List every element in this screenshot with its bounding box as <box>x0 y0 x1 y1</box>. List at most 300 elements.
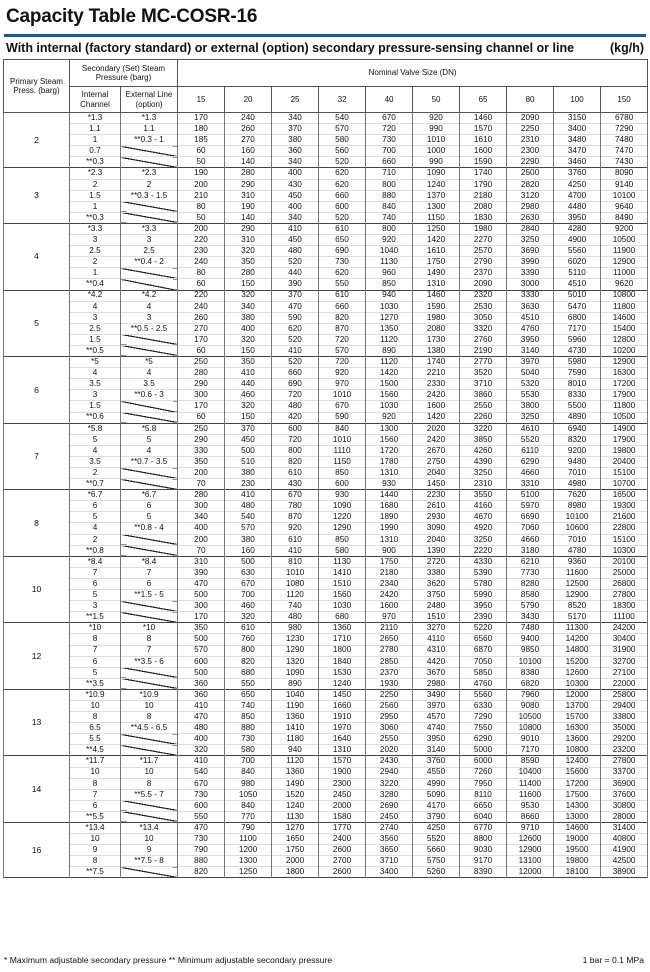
capacity-value-cell: 560 <box>319 146 366 157</box>
capacity-value-cell: 220 <box>178 290 225 301</box>
internal-channel-cell: **4.5 <box>70 745 121 756</box>
external-line-cell: **0.3 - 1 <box>121 135 178 146</box>
capacity-value-cell: 10200 <box>601 345 648 356</box>
capacity-value-cell: 930 <box>366 479 413 490</box>
capacity-value-cell: 790 <box>178 845 225 856</box>
capacity-value-cell: 5390 <box>460 567 507 578</box>
capacity-value-cell: 1750 <box>272 845 319 856</box>
internal-channel-cell: 9 <box>70 845 121 856</box>
external-line-cell: **0.8 - 4 <box>121 523 178 534</box>
table-row <box>4 124 648 135</box>
footnote: * Maximum adjustable secondary pressure ** Minimum adjustable secondary pressure <box>4 955 333 965</box>
capacity-value-cell: 200 <box>178 468 225 479</box>
capacity-value-cell: 1010 <box>413 135 460 146</box>
capacity-value-cell: 28000 <box>601 811 648 822</box>
capacity-value-cell: 11800 <box>601 401 648 412</box>
capacity-value-cell: 6820 <box>507 678 554 689</box>
capacity-value-cell: 27100 <box>601 667 648 678</box>
capacity-value-cell: 840 <box>319 423 366 434</box>
capacity-value-cell: 990 <box>413 124 460 135</box>
capacity-value-cell: 9030 <box>460 845 507 856</box>
capacity-value-cell: 670 <box>178 778 225 789</box>
capacity-value-cell: 4250 <box>554 179 601 190</box>
internal-channel-cell: 0.7 <box>70 146 121 157</box>
internal-channel-cell: **0.3 <box>70 157 121 168</box>
internal-channel-cell: 3.5 <box>70 456 121 467</box>
capacity-value-cell: 18300 <box>601 601 648 612</box>
table-row <box>4 235 648 246</box>
capacity-value-cell: 280 <box>225 168 272 179</box>
internal-channel-cell: *1.3 <box>70 113 121 124</box>
capacity-value-cell: 50 <box>178 212 225 223</box>
internal-channel-cell: **1.5 <box>70 612 121 623</box>
external-line-cell: 9 <box>121 845 178 856</box>
capacity-value-cell: 240 <box>178 257 225 268</box>
capacity-value-cell: 2420 <box>413 434 460 445</box>
capacity-value-cell: 980 <box>225 778 272 789</box>
table-row <box>4 201 648 212</box>
capacity-value-cell: 610 <box>319 290 366 301</box>
capacity-value-cell: 2040 <box>413 468 460 479</box>
not-applicable-cell <box>121 212 178 223</box>
internal-channel-cell: 5 <box>70 512 121 523</box>
not-applicable-cell <box>121 279 178 290</box>
capacity-value-cell: 3330 <box>507 290 554 301</box>
capacity-value-cell: 520 <box>272 257 319 268</box>
capacity-value-cell: 200 <box>178 223 225 234</box>
capacity-value-cell: 3390 <box>507 268 554 279</box>
capacity-value-cell: 410 <box>225 368 272 379</box>
capacity-value-cell: 10500 <box>601 235 648 246</box>
capacity-value-cell: 1350 <box>366 323 413 334</box>
capacity-value-cell: 31900 <box>601 645 648 656</box>
capacity-value-cell: 1600 <box>366 601 413 612</box>
capacity-value-cell: 5560 <box>460 689 507 700</box>
capacity-value-cell: 1120 <box>366 357 413 368</box>
capacity-value-cell: 410 <box>178 700 225 711</box>
capacity-value-cell: 2040 <box>413 534 460 545</box>
capacity-value-cell: 850 <box>319 468 366 479</box>
table-row <box>4 634 648 645</box>
capacity-value-cell: 17900 <box>601 390 648 401</box>
capacity-value-cell: 12400 <box>554 756 601 767</box>
page-title: Capacity Table MC-COSR-16 <box>6 6 258 27</box>
internal-channel-cell: **0.8 <box>70 545 121 556</box>
capacity-value-cell: 29200 <box>601 734 648 745</box>
capacity-value-cell: 2270 <box>460 235 507 246</box>
capacity-value-cell: 3400 <box>554 124 601 135</box>
capacity-value-cell: 13000 <box>554 811 601 822</box>
table-row <box>4 667 648 678</box>
table-row <box>4 479 648 490</box>
capacity-value-cell: 1790 <box>460 179 507 190</box>
capacity-value-cell: 680 <box>319 612 366 623</box>
primary-pressure-cell: 12 <box>4 623 70 690</box>
external-line-cell: 4 <box>121 368 178 379</box>
page-subtitle: With internal (factory standard) or external (option) secondary pressure-sensing channel or line <box>6 41 575 55</box>
capacity-value-cell: 720 <box>319 334 366 345</box>
capacity-value-cell: 1110 <box>319 445 366 456</box>
table-row <box>4 423 648 434</box>
capacity-value-cell: 36900 <box>601 778 648 789</box>
external-line-cell: 6 <box>121 501 178 512</box>
capacity-value-cell: 310 <box>178 556 225 567</box>
internal-channel-cell: 10 <box>70 767 121 778</box>
capacity-value-cell: 1240 <box>272 800 319 811</box>
capacity-value-cell: 9010 <box>507 734 554 745</box>
not-applicable-cell <box>121 479 178 490</box>
capacity-value-cell: 30400 <box>601 634 648 645</box>
table-row <box>4 223 648 234</box>
capacity-value-cell: 1520 <box>272 789 319 800</box>
internal-channel-cell: 3 <box>70 312 121 323</box>
external-line-cell: 4 <box>121 301 178 312</box>
internal-channel-cell: 10 <box>70 700 121 711</box>
capacity-value-cell: 19000 <box>554 834 601 845</box>
capacity-value-cell: 70 <box>178 479 225 490</box>
capacity-value-cell: 1090 <box>413 168 460 179</box>
table-row <box>4 867 648 878</box>
capacity-value-cell: 1900 <box>319 767 366 778</box>
capacity-value-cell: 940 <box>272 745 319 756</box>
capacity-value-cell: 15100 <box>601 468 648 479</box>
capacity-value-cell: 800 <box>366 223 413 234</box>
capacity-value-cell: 185 <box>178 135 225 146</box>
capacity-value-cell: 9170 <box>460 856 507 867</box>
capacity-value-cell: 1240 <box>319 678 366 689</box>
capacity-value-cell: 3150 <box>554 113 601 124</box>
capacity-value-cell: 1980 <box>460 223 507 234</box>
external-line-cell: 5 <box>121 512 178 523</box>
header-nominal-size: Nominal Valve Size (DN) <box>178 60 648 87</box>
capacity-value-cell: 2180 <box>366 567 413 578</box>
capacity-value-cell: 2260 <box>460 412 507 423</box>
capacity-value-cell: 320 <box>225 334 272 345</box>
capacity-value-cell: 4260 <box>460 445 507 456</box>
internal-channel-cell: *5.8 <box>70 423 121 434</box>
header-size-dn: 25 <box>272 87 319 113</box>
capacity-value-cell: 3950 <box>413 734 460 745</box>
not-applicable-cell <box>121 201 178 212</box>
table-row <box>4 556 648 567</box>
capacity-value-cell: 19300 <box>601 501 648 512</box>
capacity-value-cell: 260 <box>178 312 225 323</box>
capacity-value-cell: 780 <box>272 501 319 512</box>
capacity-value-cell: 350 <box>178 623 225 634</box>
capacity-value-cell: 670 <box>319 401 366 412</box>
capacity-value-cell: 2190 <box>460 345 507 356</box>
capacity-value-cell: 740 <box>366 212 413 223</box>
capacity-value-cell: 1610 <box>413 246 460 257</box>
capacity-value-cell: 33800 <box>601 712 648 723</box>
capacity-value-cell: 310 <box>225 190 272 201</box>
capacity-value-cell: 730 <box>225 734 272 745</box>
capacity-value-cell: 25800 <box>601 689 648 700</box>
capacity-value-cell: 14600 <box>554 823 601 834</box>
not-applicable-cell <box>121 667 178 678</box>
table-row <box>4 623 648 634</box>
capacity-value-cell: 480 <box>178 723 225 734</box>
capacity-value-cell: 1750 <box>413 257 460 268</box>
capacity-value-cell: 1830 <box>460 212 507 223</box>
table-row <box>4 268 648 279</box>
capacity-value-cell: 3620 <box>413 578 460 589</box>
internal-channel-cell: 2 <box>70 257 121 268</box>
capacity-value-cell: 12900 <box>601 257 648 268</box>
table-row <box>4 745 648 756</box>
capacity-value-cell: 290 <box>178 434 225 445</box>
internal-channel-cell: 5.5 <box>70 734 121 745</box>
capacity-value-cell: 13700 <box>554 700 601 711</box>
capacity-value-cell: 5960 <box>554 334 601 345</box>
capacity-value-cell: 13100 <box>507 856 554 867</box>
capacity-value-cell: 1300 <box>366 423 413 434</box>
unit-label: (kg/h) <box>609 41 644 55</box>
capacity-value-cell: 7550 <box>460 723 507 734</box>
capacity-value-cell: 5500 <box>554 401 601 412</box>
capacity-table-wrap <box>3 59 647 953</box>
internal-channel-cell: **0.6 <box>70 412 121 423</box>
internal-channel-cell: *6.7 <box>70 490 121 501</box>
capacity-value-cell: 1090 <box>319 501 366 512</box>
primary-pressure-cell: 14 <box>4 756 70 823</box>
capacity-value-cell: 15400 <box>601 323 648 334</box>
capacity-value-cell: 650 <box>319 235 366 246</box>
capacity-value-cell: 1600 <box>413 401 460 412</box>
internal-channel-cell: **5.5 <box>70 811 121 822</box>
capacity-value-cell: 50 <box>178 157 225 168</box>
internal-channel-cell: **0.5 <box>70 345 121 356</box>
capacity-value-cell: 17200 <box>554 778 601 789</box>
not-applicable-cell <box>121 811 178 822</box>
capacity-value-cell: 4900 <box>554 235 601 246</box>
capacity-value-cell: 8010 <box>554 379 601 390</box>
table-row <box>4 534 648 545</box>
external-line-cell: 10 <box>121 767 178 778</box>
capacity-value-cell: 1250 <box>225 867 272 878</box>
capacity-value-cell: 2690 <box>366 800 413 811</box>
capacity-value-cell: 460 <box>225 601 272 612</box>
capacity-value-cell: 1030 <box>319 601 366 612</box>
capacity-value-cell: 1420 <box>413 412 460 423</box>
external-line-cell: 10 <box>121 834 178 845</box>
not-applicable-cell <box>121 734 178 745</box>
external-line-cell: *4.2 <box>121 290 178 301</box>
capacity-value-cell: 790 <box>225 823 272 834</box>
capacity-value-cell: 3970 <box>413 700 460 711</box>
capacity-value-cell: 1290 <box>272 645 319 656</box>
capacity-value-cell: 7480 <box>601 135 648 146</box>
capacity-value-cell: 320 <box>225 246 272 257</box>
header-size-dn: 65 <box>460 87 507 113</box>
capacity-value-cell: 12900 <box>554 590 601 601</box>
internal-channel-cell: 8 <box>70 634 121 645</box>
capacity-value-cell: 2300 <box>319 778 366 789</box>
capacity-value-cell: 730 <box>366 135 413 146</box>
capacity-value-cell: 1490 <box>413 268 460 279</box>
capacity-value-cell: 1230 <box>272 634 319 645</box>
capacity-value-cell: 470 <box>272 301 319 312</box>
table-row <box>4 468 648 479</box>
primary-pressure-cell: 8 <box>4 490 70 557</box>
capacity-value-cell: 660 <box>272 368 319 379</box>
capacity-value-cell: 3320 <box>460 323 507 334</box>
capacity-value-cell: 350 <box>178 456 225 467</box>
table-row <box>4 401 648 412</box>
capacity-value-cell: 10100 <box>601 190 648 201</box>
capacity-value-cell: 6290 <box>507 456 554 467</box>
internal-channel-cell: 1.5 <box>70 401 121 412</box>
capacity-value-cell: 970 <box>319 379 366 390</box>
internal-channel-cell: 1 <box>70 201 121 212</box>
capacity-value-cell: 1660 <box>319 700 366 711</box>
not-applicable-cell <box>121 146 178 157</box>
capacity-value-cell: 12900 <box>601 357 648 368</box>
external-line-cell: **3.5 - 6 <box>121 656 178 667</box>
capacity-value-cell: 5990 <box>460 590 507 601</box>
capacity-value-cell: 3710 <box>366 856 413 867</box>
capacity-value-cell: 9080 <box>507 700 554 711</box>
capacity-value-cell: 600 <box>178 656 225 667</box>
capacity-value-cell: 18100 <box>554 867 601 878</box>
capacity-value-cell: 300 <box>178 501 225 512</box>
capacity-value-cell: 3950 <box>460 601 507 612</box>
capacity-value-cell: 620 <box>272 323 319 334</box>
capacity-value-cell: 350 <box>225 257 272 268</box>
capacity-value-cell: 970 <box>366 612 413 623</box>
capacity-value-cell: 4420 <box>413 656 460 667</box>
capacity-value-cell: 1030 <box>366 401 413 412</box>
internal-channel-cell: 7 <box>70 789 121 800</box>
capacity-value-cell: 1300 <box>413 201 460 212</box>
table-row <box>4 578 648 589</box>
header-size-dn: 50 <box>413 87 460 113</box>
capacity-value-cell: 480 <box>225 501 272 512</box>
internal-channel-cell: 3 <box>70 235 121 246</box>
capacity-value-cell: 1180 <box>272 734 319 745</box>
capacity-value-cell: 310 <box>225 235 272 246</box>
capacity-value-cell: 60 <box>178 345 225 356</box>
capacity-value-cell: 1250 <box>413 223 460 234</box>
capacity-value-cell: 7590 <box>554 368 601 379</box>
capacity-value-cell: 550 <box>319 279 366 290</box>
capacity-value-cell: 8980 <box>554 501 601 512</box>
capacity-value-cell: 820 <box>319 312 366 323</box>
capacity-value-cell: 2500 <box>507 168 554 179</box>
capacity-value-cell: 820 <box>272 456 319 467</box>
internal-channel-cell: 3.5 <box>70 379 121 390</box>
capacity-value-cell: 60 <box>178 146 225 157</box>
capacity-value-cell: 4570 <box>413 712 460 723</box>
capacity-value-cell: 620 <box>319 268 366 279</box>
capacity-value-cell: 10800 <box>554 745 601 756</box>
capacity-value-cell: 410 <box>272 345 319 356</box>
capacity-value-cell: 10400 <box>507 767 554 778</box>
capacity-value-cell: 3270 <box>413 623 460 634</box>
internal-channel-cell: **0.3 <box>70 212 121 223</box>
capacity-value-cell: 2330 <box>413 379 460 390</box>
capacity-value-cell: 1510 <box>319 578 366 589</box>
capacity-value-cell: 17900 <box>601 434 648 445</box>
capacity-value-cell: 3950 <box>554 212 601 223</box>
capacity-value-cell: 8490 <box>601 212 648 223</box>
capacity-value-cell: 3950 <box>507 334 554 345</box>
capacity-value-cell: 8110 <box>460 789 507 800</box>
capacity-value-cell: 12500 <box>554 578 601 589</box>
capacity-value-cell: 1730 <box>413 334 460 345</box>
table-row <box>4 434 648 445</box>
capacity-value-cell: 340 <box>225 301 272 312</box>
capacity-value-cell: 3480 <box>554 135 601 146</box>
capacity-value-cell: 720 <box>272 434 319 445</box>
capacity-value-cell: 6870 <box>460 645 507 656</box>
internal-channel-cell: 8 <box>70 712 121 723</box>
not-applicable-cell <box>121 612 178 623</box>
capacity-value-cell: 3180 <box>507 545 554 556</box>
capacity-value-cell: 4730 <box>554 345 601 356</box>
capacity-value-cell: 6040 <box>460 811 507 822</box>
internal-channel-cell: 2 <box>70 534 121 545</box>
capacity-value-cell: 1650 <box>272 834 319 845</box>
header-size-dn: 40 <box>366 87 413 113</box>
capacity-value-cell: 2840 <box>507 223 554 234</box>
capacity-value-cell: 1010 <box>319 390 366 401</box>
internal-channel-cell: 1.5 <box>70 334 121 345</box>
capacity-value-cell: 5780 <box>460 578 507 589</box>
capacity-value-cell: 4780 <box>554 545 601 556</box>
external-line-cell: 6 <box>121 578 178 589</box>
capacity-value-cell: 16300 <box>601 368 648 379</box>
capacity-value-cell: 2300 <box>507 146 554 157</box>
capacity-value-cell: 27800 <box>601 756 648 767</box>
capacity-value-cell: 4610 <box>507 423 554 434</box>
capacity-value-cell: 500 <box>178 667 225 678</box>
capacity-value-cell: 3690 <box>507 246 554 257</box>
capacity-value-cell: 840 <box>225 800 272 811</box>
capacity-value-cell: 3790 <box>413 811 460 822</box>
capacity-value-cell: 5090 <box>413 789 460 800</box>
capacity-value-cell: 3120 <box>507 190 554 201</box>
capacity-value-cell: 2370 <box>460 268 507 279</box>
capacity-value-cell: 300 <box>178 601 225 612</box>
capacity-value-cell: 2720 <box>413 556 460 567</box>
capacity-value-cell: 9530 <box>507 800 554 811</box>
capacity-value-cell: 3060 <box>366 723 413 734</box>
capacity-value-cell: 4160 <box>460 501 507 512</box>
capacity-value-cell: 2600 <box>319 845 366 856</box>
capacity-value-cell: 170 <box>178 334 225 345</box>
capacity-value-cell: 17500 <box>554 789 601 800</box>
internal-channel-cell: 6 <box>70 578 121 589</box>
capacity-value-cell: 10700 <box>601 479 648 490</box>
capacity-value-cell: 2610 <box>413 501 460 512</box>
primary-pressure-cell: 2 <box>4 113 70 168</box>
capacity-value-cell: 570 <box>319 124 366 135</box>
capacity-value-cell: 1150 <box>319 456 366 467</box>
capacity-value-cell: 330 <box>178 445 225 456</box>
capacity-value-cell: 290 <box>178 379 225 390</box>
capacity-value-cell: 2650 <box>366 634 413 645</box>
capacity-value-cell: 33700 <box>601 767 648 778</box>
capacity-value-cell: 3140 <box>507 345 554 356</box>
capacity-value-cell: 5790 <box>507 601 554 612</box>
capacity-value-cell: 9360 <box>554 556 601 567</box>
internal-channel-cell: 3 <box>70 601 121 612</box>
capacity-value-cell: 660 <box>319 301 366 312</box>
capacity-value-cell: 1590 <box>413 301 460 312</box>
capacity-value-cell: 4920 <box>460 523 507 534</box>
table-row <box>4 612 648 623</box>
